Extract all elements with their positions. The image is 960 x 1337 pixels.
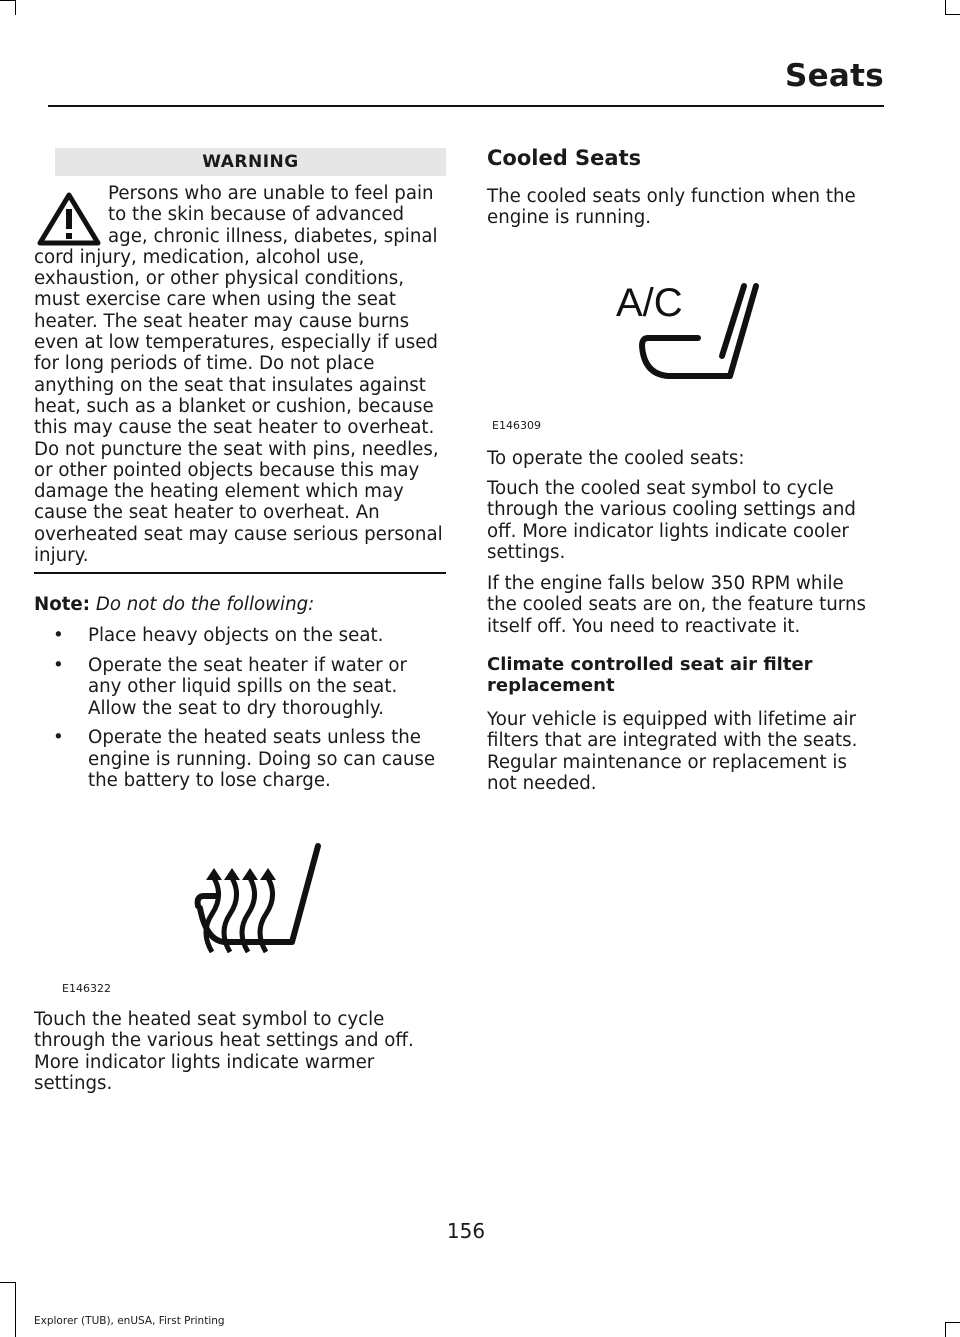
ac-label: A/C (616, 281, 683, 325)
cooled-touch-text: Touch the cooled seat symbol to cycle through the various cooling settings and off. More indicator lights indicate cooler settings. (487, 478, 856, 563)
warning-divider (34, 572, 446, 574)
crop-mark (15, 0, 16, 15)
figure-code: E146322 (62, 982, 111, 995)
list-item: • Operate the seat heater if water or any other liquid spills on the seat. Allow the seat to dry thoroughly. (34, 655, 446, 720)
figure-code: E146309 (492, 419, 541, 432)
note-text: Do not do the following: (95, 594, 315, 615)
filter-text: Your vehicle is equipped with lifetime air filters that are integrated with the seats. Regular maintenance or replacement is not needed. (487, 709, 858, 794)
page-number: 156 (446, 1219, 486, 1243)
footer-text: Explorer (TUB), enUSA, First Printing (34, 1315, 225, 1327)
heated-seat-icon (190, 838, 325, 953)
section-heading-cooled: Cooled Seats (487, 146, 642, 170)
crop-mark (945, 1322, 960, 1323)
crop-mark (945, 14, 960, 15)
page-title: Seats (784, 58, 884, 94)
cooled-intro: The cooled seats only function when the engine is running. (487, 186, 856, 229)
list-item: • Place heavy objects on the seat. (34, 625, 446, 647)
crop-mark (0, 0, 15, 1)
crop-mark (15, 1282, 16, 1337)
crop-mark (945, 0, 946, 15)
cooled-operate: To operate the cooled seats: (487, 448, 745, 469)
note-label: Note: (34, 594, 91, 615)
cooled-rpm-text: If the engine falls below 350 RPM while the cooled seats are on, the feature turns itself off. You need to reactivate it. (487, 573, 866, 637)
note (34, 594, 446, 616)
list-item: • Operate the heated seats unless the engine is running. Doing so can cause the battery to lose charge. (34, 727, 446, 792)
warning-heading: WARNING (55, 148, 446, 176)
warning-body (34, 183, 447, 566)
cooled-seat-icon (612, 278, 762, 380)
header-divider (48, 105, 884, 107)
note-list (34, 625, 446, 800)
section-heading-filter: Climate controlled seat air filter replacement (487, 654, 813, 696)
crop-mark (0, 1282, 15, 1283)
crop-mark (945, 1322, 946, 1337)
heated-seat-text: Touch the heated seat symbol to cycle through the various heat settings and off. More indicator lights indicate warmer settings. (34, 1009, 414, 1094)
warning-text: Persons who are unable to feel pain to the skin because of advanced age, chronic illness, diabetes, spinal cord injury, medication, alcohol use, exhaustion, or other physical conditions, must exercise care when using the seat heater. The seat heater may cause burns even at low temperatures, especially if used for long periods of time. Do not place anything on the seat that insulates against heat, such as a blanket or cushion, because this may cause the seat heater to overheat. Do not puncture the seat with pins, needles, or other pointed objects because this may damage the heating element which may cause the seat heater to overheat. An overheated seat may cause serious personal injury. (34, 183, 443, 567)
